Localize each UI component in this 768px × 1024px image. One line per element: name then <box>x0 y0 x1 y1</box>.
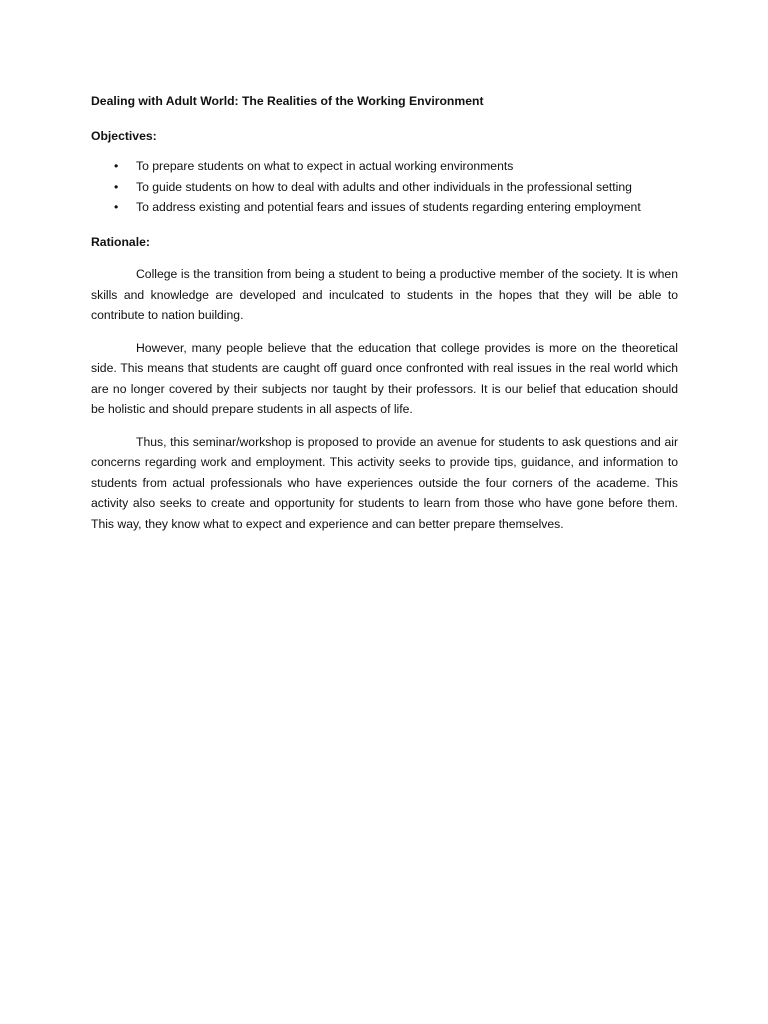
bullet-icon: • <box>114 200 119 214</box>
objectives-list <box>91 156 678 218</box>
objective-text: To address existing and potential fears and issues of students regarding entering employment <box>136 200 641 214</box>
bullet-icon: • <box>114 159 119 173</box>
objective-text: To guide students on how to deal with adults and other individuals in the professional setting <box>136 179 632 194</box>
objectives-heading: Objectives: <box>91 128 157 143</box>
rationale-paragraph-2: However, many people believe that the education that college provides is more on the theoretical side. This means that students are caught off guard once confronted with real issues in the real world which are no longer covered by their subjects nor taught by their professors. It is our belief that education should be holistic and should prepare students in all aspects of life. <box>91 340 678 416</box>
rationale-heading: Rationale: <box>91 234 150 249</box>
document-title: Dealing with Adult World: The Realities of the Working Environment <box>91 94 484 108</box>
document-body <box>91 91 678 546</box>
rationale-paragraph-3: Thus, this seminar/workshop is proposed to provide an avenue for students to ask questions and air concerns regarding work and employment. This activity seeks to provide tips, guidance, and information to students from actual professionals who have experiences outside the four corners of the academe. This activity also seeks to create and opportunity for students to learn from those who have gone before them. This way, they know what to expect and experience and can better prepare themselves. <box>91 434 678 531</box>
bullet-icon: • <box>114 179 119 194</box>
rationale-paragraph-1: College is the transition from being a student to being a productive member of the society. It is when skills and knowledge are developed and inculcated to students in the hopes that they will be able to contribute to nation building. <box>91 267 678 322</box>
list-item <box>91 156 678 177</box>
list-item <box>91 177 678 198</box>
objective-text: To prepare students on what to expect in actual working environments <box>136 159 514 173</box>
list-item <box>91 197 678 218</box>
